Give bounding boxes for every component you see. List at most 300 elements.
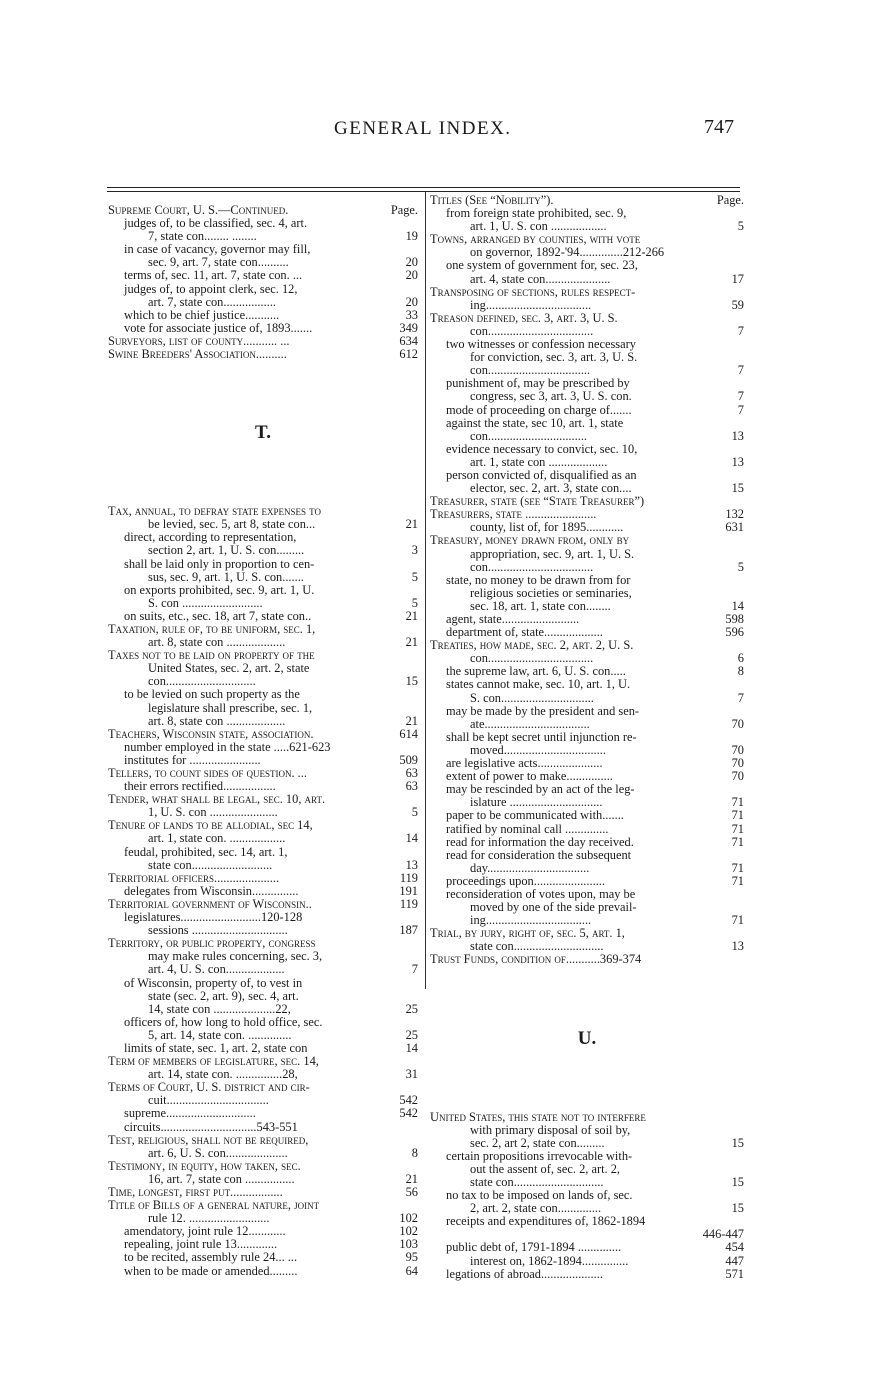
entry-text: state con.............................: [470, 939, 604, 954]
index-entry: [108, 963, 418, 976]
entry-page-ref: 7: [737, 323, 744, 338]
index-entry: [108, 544, 418, 557]
entry-text: sec. 2, art 2, state con.........: [470, 1135, 605, 1150]
index-entry: [108, 885, 418, 898]
entry-page-ref: 71: [731, 808, 744, 823]
entry-page-ref: 5: [737, 559, 744, 574]
index-entry: [108, 296, 418, 309]
index-entry: [430, 390, 744, 403]
entry-page-ref: 596: [725, 625, 744, 640]
entry-text: punishment of, may be prescribed by: [446, 376, 630, 391]
entry-page-ref: 7: [737, 363, 744, 378]
entry-page-ref: 71: [731, 860, 744, 875]
entry-page-ref: 21: [405, 1171, 418, 1186]
entry-page-ref: 102: [399, 1224, 418, 1239]
index-entry: [108, 741, 418, 754]
index-entry: [430, 404, 744, 417]
index-entry: [108, 1029, 418, 1042]
index-entry: [108, 269, 418, 282]
entry-page-ref: 71: [731, 795, 744, 810]
entry-text: terms of, sec. 11, art. 7, state con. ...: [124, 268, 303, 283]
entry-page-ref: 191: [399, 883, 418, 898]
entry-page-ref: 25: [405, 1027, 418, 1042]
index-entry: [430, 692, 744, 705]
index-entry: [108, 688, 418, 701]
entry-page-ref: 447: [725, 1253, 744, 1268]
entry-text: be levied, sec. 5, art 8, state con...: [148, 517, 316, 532]
entry-text: vote for associate justice of, 1893.......: [124, 320, 313, 335]
entry-page-ref: 631: [725, 520, 744, 535]
entry-page-ref: 132: [725, 507, 744, 522]
index-entry: [430, 823, 744, 836]
entry-text: Titles (See “Nobility”).: [430, 193, 554, 207]
index-entry: [108, 728, 418, 741]
index-entry: [108, 977, 418, 990]
entry-text: amendatory, joint rule 12............: [124, 1224, 286, 1239]
entry-text: state con..........................: [148, 857, 273, 872]
entry-text: public debt of, 1791-1894 ..............: [446, 1240, 622, 1255]
entry-text: shall be laid only in proportion to cen-: [124, 556, 315, 571]
entry-text: feudal, prohibited, sec. 14, art. 1,: [124, 844, 288, 859]
entry-text: con..................................: [470, 323, 594, 338]
entry-page-ref: 59: [731, 297, 744, 312]
index-entry: [430, 587, 744, 600]
entry-text: con..................................: [470, 651, 594, 666]
entry-text: sec. 9, art. 7, state con..........: [148, 255, 289, 270]
entry-text: Trial, by jury, right of, sec. 5, art. 1,: [430, 926, 625, 941]
entry-text: art. 4, state con.....................: [470, 271, 611, 286]
entry-text: con.................................: [470, 363, 591, 378]
entry-page-ref: 3: [411, 543, 418, 558]
entry-text: on exports prohibited, sec. 9, art. 1, U.: [124, 582, 315, 597]
entry-text: ing..................................: [470, 297, 592, 312]
entry-page-ref: 15: [731, 481, 744, 496]
entry-text: con................................: [470, 428, 588, 443]
index-entry: [108, 859, 418, 872]
entry-page-ref: 14: [731, 598, 744, 613]
entry-text: Swine Breeders' Association..........: [108, 347, 287, 362]
entry-text: Test, religious, shall not be required,: [108, 1132, 309, 1147]
index-entry: [108, 558, 418, 571]
entry-page-ref: 70: [731, 769, 744, 784]
top-rule-2: [107, 191, 740, 192]
index-entry: [108, 1016, 418, 1029]
entry-text: of Wisconsin, property of, to vest in: [124, 975, 303, 990]
index-entry: [108, 309, 418, 322]
index-entry: [108, 283, 418, 296]
section-gap: [430, 967, 744, 1019]
entry-page-ref: 102: [399, 1211, 418, 1226]
entry-text: 16, art. 7, state con ................: [148, 1171, 295, 1186]
index-entry: [430, 862, 744, 875]
entry-text: when to be made or amended.........: [124, 1263, 298, 1278]
index-entry: [108, 715, 418, 728]
entry-text: judges of, to be classified, sec. 4, art.: [124, 216, 308, 231]
entry-page-ref: 542: [399, 1106, 418, 1121]
index-entry: [430, 809, 744, 822]
index-entry: [430, 705, 744, 718]
page-number: 747: [704, 116, 734, 138]
entry-page-ref: 21: [405, 635, 418, 650]
entry-text: con.............................: [148, 674, 256, 689]
entry-page-ref: Page.: [390, 203, 418, 217]
right-column: [430, 194, 744, 1281]
entry-text: con..................................: [470, 559, 594, 574]
entry-page-ref: 95: [405, 1250, 418, 1265]
index-entry: [108, 597, 418, 610]
entry-text: art. 7, state con.................: [148, 294, 277, 309]
index-entry: [430, 456, 744, 469]
index-entry: [430, 1215, 744, 1228]
entry-page-ref: 20: [405, 268, 418, 283]
entry-text: on suits, etc., sec. 18, art 7, state con..: [124, 608, 312, 623]
entry-page-ref: 13: [731, 454, 744, 469]
entry-page-ref: 6: [737, 651, 744, 666]
entry-page-ref: 542: [399, 1093, 418, 1108]
entry-text: moved by one of the side prevail-: [470, 900, 637, 915]
entry-text: legislature shall prescribe, sec. 1,: [148, 700, 313, 715]
entry-text: elector, sec. 2, art. 3, state con....: [470, 481, 632, 496]
entry-page-ref: 15: [731, 1135, 744, 1150]
index-entry: [430, 1111, 744, 1124]
entry-text: Taxation, rule of, to be uniform, sec. 1,: [108, 621, 316, 636]
entry-page-ref: 5: [737, 219, 744, 234]
entry-page-ref: 21: [405, 713, 418, 728]
index-entry: [430, 1268, 744, 1281]
entry-text: Term of members of legislature, sec. 14,: [108, 1054, 319, 1069]
entry-text: Treasury, money drawn from, only by: [430, 533, 630, 548]
section-letter-heading: T.: [254, 422, 271, 444]
top-rule-1: [107, 187, 740, 188]
entry-text: on governor, 1892-'94..............212-266: [470, 245, 665, 260]
entry-text: 5, art. 14, state con. ..............: [148, 1027, 292, 1042]
entry-text: in case of vacancy, governor may fill,: [124, 242, 311, 257]
entry-text: out the assent of, sec. 2, art. 2,: [470, 1161, 621, 1176]
entry-text: Treasurer, state (see “State Treasurer”): [430, 494, 645, 509]
entry-text: Tax, annual, to defray state expenses to: [108, 504, 321, 519]
entry-text: Treaties, how made, sec. 2, art. 2, U. S.: [430, 638, 634, 653]
entry-text: Title of Bills of a general nature, joint: [108, 1198, 320, 1213]
entry-text: ratified by nominal call ..............: [446, 821, 609, 836]
index-entry: [108, 1134, 418, 1147]
index-entry: [430, 286, 744, 299]
entry-text: Territorial officers.....................: [108, 870, 280, 885]
entry-page-ref: 612: [399, 347, 418, 362]
entry-text: United States, this state not to interfere: [430, 1109, 646, 1124]
entry-text: state con.............................: [470, 1175, 604, 1189]
index-entry: [430, 417, 744, 430]
entry-text: S. con ..........................: [148, 595, 263, 610]
entry-text: one system of government for, sec. 23,: [446, 258, 638, 273]
section-letter-heading: U.: [577, 1027, 597, 1049]
entry-text: from foreign state prohibited, sec. 9,: [446, 206, 627, 221]
entry-text: may make rules concerning, sec. 3,: [148, 949, 323, 964]
running-head: [0, 116, 869, 146]
entry-page-ref: 31: [405, 1067, 418, 1082]
index-entry: [430, 836, 744, 849]
entry-text: number employed in the state .....621-623: [124, 739, 331, 754]
entry-page-ref: 634: [399, 333, 418, 348]
entry-text: S. con..............................: [470, 690, 594, 705]
entry-text: ate..................................: [470, 716, 590, 731]
index-entry: [108, 832, 418, 845]
column-divider: [425, 192, 426, 989]
entry-text: extent of power to make...............: [446, 769, 613, 784]
entry-page-ref: 598: [725, 612, 744, 626]
index-entry: [430, 1137, 744, 1150]
entry-text: legislatures..........................120-128: [124, 910, 303, 925]
entry-text: legations of abroad....................: [446, 1266, 603, 1281]
index-entry: [108, 1121, 418, 1134]
entry-text: for conviction, sec. 3, art. 3, U. S.: [470, 350, 638, 365]
index-entry: [430, 299, 744, 312]
entry-page-ref: 33: [405, 307, 418, 322]
entry-text: Time, longest, first put.................: [108, 1185, 283, 1199]
entry-page-ref: 71: [731, 873, 744, 888]
entry-text: states cannot make, sec. 10, art. 1, U.: [446, 677, 631, 692]
entry-page-ref: 571: [725, 1266, 744, 1281]
entry-page-ref: 63: [405, 779, 418, 794]
entry-page-ref: 5: [411, 805, 418, 820]
entry-page-ref: 7: [737, 402, 744, 417]
index-entry: [108, 1265, 418, 1278]
entry-text: state (sec. 2, art. 9), sec. 4, art.: [148, 988, 299, 1003]
section-gap: [108, 361, 418, 413]
entry-text: moved.................................: [470, 742, 606, 757]
entry-text: repealing, joint rule 13.............: [124, 1237, 278, 1252]
entry-text: supreme.............................: [124, 1106, 256, 1121]
entry-page-ref: 103: [399, 1237, 418, 1252]
entry-text: direct, according to representation,: [124, 530, 297, 545]
entry-text: 2, art. 2, state con..............: [470, 1201, 602, 1216]
index-entry: [108, 1147, 418, 1160]
entry-page-ref: 15: [405, 674, 418, 689]
entry-page-ref: 7: [411, 962, 418, 977]
entry-text: county, list of, for 1895............: [470, 520, 624, 535]
entry-text: congress, sec 3, art. 3, U. S. con.: [470, 389, 632, 404]
section-gap: [108, 453, 418, 505]
entry-text: 14, state con ....................22,: [148, 1001, 291, 1016]
entry-page-ref: 64: [405, 1263, 418, 1278]
entry-text: interest on, 1862-1894...............: [470, 1253, 629, 1268]
entry-text: to be recited, assembly rule 24... ...: [124, 1250, 298, 1265]
entry-text: Transposing of sections, rules respect-: [430, 284, 636, 299]
entry-text: sec. 18, art. 1, state con........: [470, 598, 611, 613]
entry-page-ref: 8: [411, 1145, 418, 1160]
entry-page-ref: 21: [405, 608, 418, 623]
entry-text: institutes for .......................: [124, 752, 261, 767]
entry-text: Surveyors, list of county........... ...: [108, 333, 290, 348]
entry-text: section 2, art. 1, U. S. con.........: [148, 543, 305, 558]
left-column: [108, 204, 418, 1278]
index-entry: [430, 259, 744, 272]
entry-text: department of, state...................: [446, 625, 603, 640]
entry-text: agent, state.........................: [446, 612, 580, 626]
entry-text: Tender, what shall be legal, sec. 10, art.: [108, 792, 326, 807]
entry-text: art. 1, U. S. con ..................: [470, 219, 607, 234]
entry-page-ref: 17: [731, 271, 744, 286]
index-entry: [430, 430, 744, 443]
entry-text: sus, sec. 9, art. 1, U. S. con.......: [148, 569, 304, 584]
index-entry: [430, 534, 744, 547]
entry-text: officers of, how long to hold office, sec.: [124, 1014, 323, 1029]
entry-text: to be levied on such property as the: [124, 687, 300, 702]
entry-page-ref: 70: [731, 742, 744, 757]
entry-text: read for consideration the subsequent: [446, 847, 632, 862]
index-entry: [108, 1107, 418, 1120]
index-entry: [108, 322, 418, 335]
index-entry: [430, 574, 744, 587]
entry-page-ref: 14: [405, 1040, 418, 1055]
index-entry: [430, 561, 744, 574]
entry-text: are legislative acts.....................: [446, 756, 603, 771]
entry-text: religious societies or seminaries,: [470, 585, 632, 600]
entry-text: art. 8, state con ...................: [148, 713, 286, 728]
entry-text: Tenure of lands to be allodial, sec 14,: [108, 818, 313, 833]
entry-page-ref: 20: [405, 294, 418, 309]
entry-text: proceedings upon.......................: [446, 873, 605, 888]
entry-text: shall be kept secret until injunction re-: [446, 729, 637, 744]
index-entry: [430, 849, 744, 862]
entry-text: art. 8, state con ...................: [148, 635, 286, 650]
index-entry: [430, 953, 744, 966]
entry-text: Teachers, Wisconsin state, association.: [108, 726, 314, 741]
entry-text: circuits...............................543-551: [124, 1119, 298, 1134]
entry-text: Territorial government of Wisconsin..: [108, 896, 312, 911]
entry-text: which to be chief justice...........: [124, 307, 280, 322]
index-entry: [108, 702, 418, 715]
index-entry: [108, 1251, 418, 1264]
entry-page-ref: 71: [731, 834, 744, 849]
entry-page-ref: 446-447: [702, 1227, 744, 1242]
index-entry: [108, 990, 418, 1003]
index-entry: [430, 718, 744, 731]
entry-page-ref: 454: [725, 1240, 744, 1255]
entry-text: rule 12. ..........................: [148, 1211, 270, 1226]
entry-page-ref: 56: [405, 1185, 418, 1199]
page-title: GENERAL INDEX.: [334, 118, 512, 139]
index-entry: [430, 678, 744, 691]
index-entry: [430, 875, 744, 888]
entry-text: evidence necessary to convict, sec. 10,: [446, 441, 638, 456]
entry-page-ref: 509: [399, 752, 418, 767]
entry-page-ref: 14: [405, 831, 418, 846]
index-entry: [108, 846, 418, 859]
entry-text: Terms of Court, U. S. district and cir-: [108, 1080, 310, 1095]
entry-text: Towns, arranged by counties, with vote: [430, 232, 641, 247]
entry-text: Territory, or public property, congress: [108, 936, 316, 951]
index-entry: [430, 1241, 744, 1254]
entry-page-ref: 119: [399, 896, 418, 911]
index-entry: [108, 584, 418, 597]
entry-text: Taxes not to be laid on property of the: [108, 648, 315, 663]
index-entry: [430, 312, 744, 325]
entry-text: islature ..............................: [470, 795, 603, 810]
entry-text: read for information the day received.: [446, 834, 634, 849]
index-entry: [430, 443, 744, 456]
entry-text: Tellers, to count sides of question. ...: [108, 766, 307, 780]
entry-page-ref: 5: [411, 595, 418, 610]
entry-page-ref: 614: [399, 726, 418, 741]
entry-text: 1, U. S. con ......................: [148, 805, 278, 820]
index-entry: [108, 1003, 418, 1016]
entry-page-ref: 71: [731, 821, 744, 836]
entry-page-ref: 7: [737, 389, 744, 404]
entry-text: may be made by the president and sen-: [446, 703, 640, 718]
entry-text: art. 1, state con ...................: [470, 454, 608, 469]
entry-text: two witnesses or confession necessary: [446, 337, 636, 352]
index-entry: [108, 1160, 418, 1173]
index-entry: [430, 273, 744, 286]
entry-text: Treason defined, sec. 3, art. 3, U. S.: [430, 310, 618, 325]
entry-text: state, no money to be drawn from for: [446, 572, 631, 587]
entry-text: their errors rectified.................: [124, 779, 276, 794]
entry-page-ref: 70: [731, 716, 744, 731]
entry-text: art. 4, U. S. con...................: [148, 962, 285, 977]
entry-page-ref: 15: [731, 1175, 744, 1189]
entry-text: no tax to be imposed on lands of, sec.: [446, 1188, 633, 1203]
entry-text: ing..................................: [470, 913, 592, 928]
entry-text: against the state, sec 10, art. 1, state: [446, 415, 624, 430]
entry-text: art. 14, state con. ...............28,: [148, 1067, 298, 1082]
entry-text: sessions ...............................: [148, 923, 288, 938]
entry-page-ref: 25: [405, 1001, 418, 1016]
entry-text: the supreme law, art. 6, U. S. con.....: [446, 664, 626, 679]
entry-text: paper to be communicated with.......: [446, 808, 624, 823]
index-entry: [430, 548, 744, 561]
entry-page-ref: 15: [731, 1201, 744, 1216]
index-entry: [430, 1150, 744, 1163]
entry-page-ref: 187: [399, 923, 418, 938]
entry-text: judges of, to appoint clerk, sec. 12,: [124, 281, 298, 296]
entry-text: reconsideration of votes upon, may be: [446, 886, 636, 901]
entry-page-ref: 7: [737, 690, 744, 705]
entry-page-ref: 71: [731, 913, 744, 928]
index-entry: [108, 348, 418, 361]
entry-text: day.................................: [470, 860, 590, 875]
entry-text: mode of proceeding on charge of.......: [446, 402, 632, 417]
entry-page-ref: 13: [731, 939, 744, 954]
entry-page-ref: 20: [405, 255, 418, 270]
entry-text: appropriation, sec. 9, art. 1, U. S.: [470, 546, 635, 561]
entry-page-ref: 21: [405, 517, 418, 532]
entry-text: Treasurers, state .......................: [430, 507, 597, 522]
entry-page-ref: 8: [737, 664, 744, 679]
entry-text: art. 1, state con. ..................: [148, 831, 286, 846]
entry-page-ref: 13: [731, 428, 744, 443]
entry-text: cuit.................................: [148, 1093, 269, 1108]
entry-text: art. 6, U. S. con....................: [148, 1145, 288, 1160]
entry-text: may be rescinded by an act of the leg-: [446, 782, 635, 797]
entry-text: with primary disposal of soil by,: [470, 1122, 631, 1137]
index-entry: [430, 1124, 744, 1137]
index-entry: [108, 571, 418, 584]
entry-page-ref: 19: [405, 229, 418, 244]
entry-text: Supreme Court, U. S.—Continued.: [108, 203, 289, 217]
index-entry: [430, 1255, 744, 1268]
entry-page-ref: 13: [405, 857, 418, 872]
index-entry: [430, 731, 744, 744]
entry-text: person convicted of, disqualified as an: [446, 467, 637, 482]
entry-text: Testimony, in equity, how taken, sec.: [108, 1158, 301, 1173]
entry-page-ref: Page.: [716, 193, 744, 207]
entry-text: 7, state con........ ........: [148, 229, 257, 244]
index-entry: [108, 610, 418, 623]
entry-text: delegates from Wisconsin...............: [124, 883, 299, 898]
entry-page-ref: 119: [399, 870, 418, 885]
entry-text: limits of state, sec. 1, art. 2, state con: [124, 1040, 308, 1055]
entry-text: Trust Funds, condition of...........369-374: [430, 952, 642, 967]
